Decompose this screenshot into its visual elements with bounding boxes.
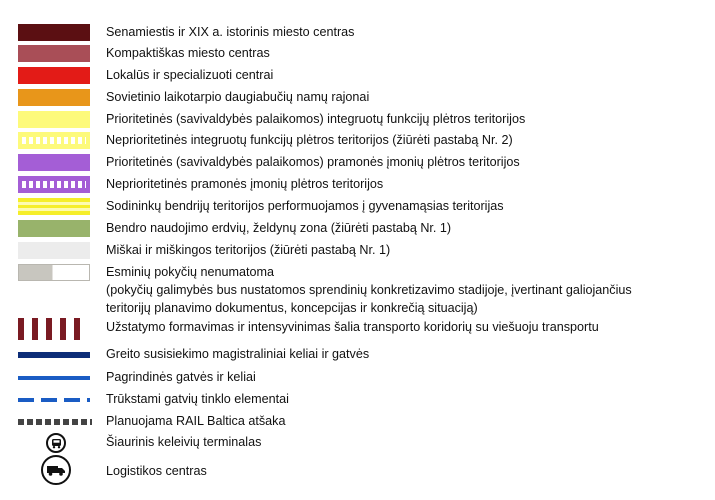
priority-industrial-swatch [18, 154, 90, 171]
legend-label: Esminių pokyčių nenumatoma [106, 265, 274, 279]
missing-links-dashed-line [18, 398, 90, 402]
old-town-swatch [18, 24, 90, 41]
legend-label: Prioritetinės (savivaldybės palaikomos) integruotų funkcijų plėtros teritorijos [106, 112, 526, 126]
nonpriority-integrated-swatch [18, 132, 90, 149]
legend-label: Pagrindinės gatvės ir keliai [106, 370, 256, 384]
soviet-districts-swatch [18, 89, 90, 106]
gardening-swatch [18, 198, 90, 215]
legend-label: Šiaurinis keleivių terminalas [106, 435, 262, 449]
local-centers-swatch [18, 67, 90, 84]
legend-label: Neprioritetinės integruotų funkcijų plėtros teritorijos (žiūrėti pastabą Nr. 2) [106, 133, 513, 147]
bus-terminal-icon [46, 433, 66, 453]
legend-label: Sovietinio laikotarpio daugiabučių namų rajonai [106, 90, 370, 104]
legend-label: Lokalūs ir specializuoti centrai [106, 68, 274, 82]
no-change-swatch [18, 264, 90, 281]
legend-label: Logistikos centras [106, 464, 207, 478]
legend-label: Trūkstami gatvių tinklo elementai [106, 392, 289, 406]
legend-label: Greito susisiekimo magistraliniai keliai ir gatvės [106, 347, 370, 361]
expressway-line [18, 352, 90, 358]
legend-label: Miškai ir miškingos teritorijos (žiūrėti pastabą Nr. 1) [106, 243, 391, 257]
priority-integrated-swatch [18, 111, 90, 128]
legend-label: Sodininkų bendrijų teritorijos performuojamos į gyvenamąsias teritorijas [106, 199, 504, 213]
nonpriority-industrial-swatch [18, 176, 90, 193]
legend-label-note-line-1: (pokyčių galimybės bus nustatomos sprendinių konkretizavimo stadijoje, įvertinant galiojančius [106, 283, 632, 297]
legend-label: Planuojama RAIL Baltica atšaka [106, 414, 286, 428]
legend-label: Bendro naudojimo erdvių, želdynų zona (žiūrėti pastabą Nr. 1) [106, 221, 452, 235]
legend-label-note-line-2: teritorijų planavimo dokumentus, koncepcijas ir konkrečią situaciją) [106, 301, 478, 315]
compact-center-swatch [18, 45, 90, 62]
truck-icon [41, 455, 71, 485]
main-street-line [18, 376, 90, 380]
green-zone-swatch [18, 220, 90, 237]
transit-corridor-symbol [18, 318, 86, 340]
legend-label: Kompaktiškas miesto centras [106, 46, 270, 60]
legend-label: Neprioritetinės pramonės įmonių plėtros teritorijos [106, 177, 384, 191]
forest-swatch [18, 242, 90, 259]
legend-label: Užstatymo formavimas ir intensyvinimas šalia transporto koridorių su viešuoju transportu [106, 320, 599, 334]
legend-label: Prioritetinės (savivaldybės palaikomos) pramonės įmonių plėtros teritorijos [106, 155, 520, 169]
rail-baltica-line [18, 419, 92, 425]
legend-label: Senamiestis ir XIX a. istorinis miesto centras [106, 25, 355, 39]
